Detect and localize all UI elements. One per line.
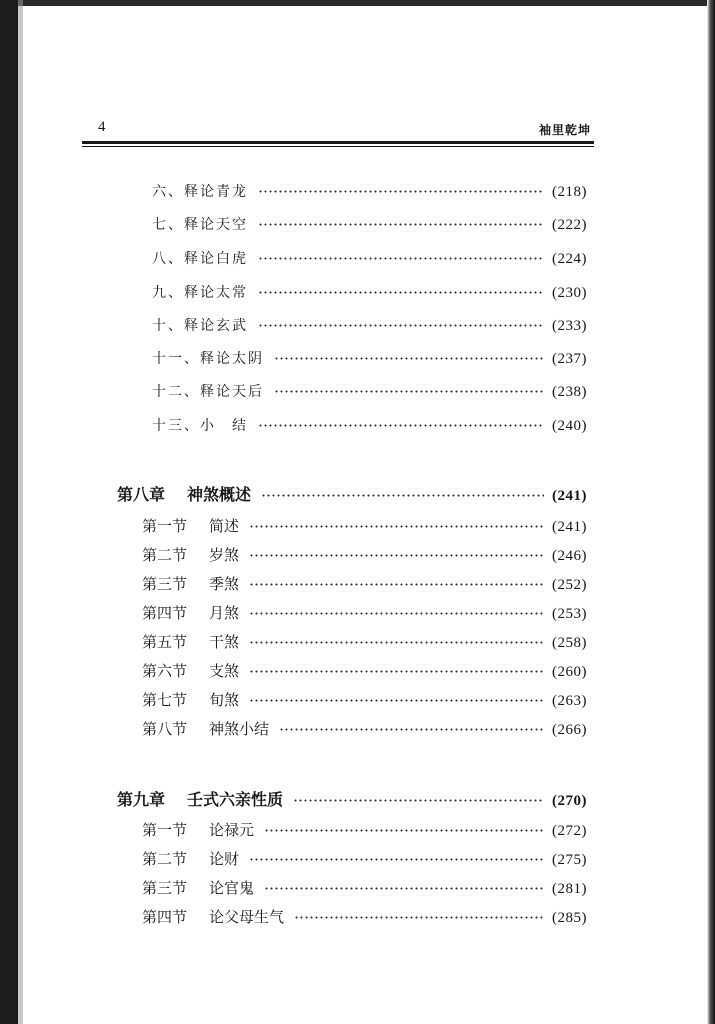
section-title: 干煞 — [209, 633, 240, 651]
header-rule-thin — [82, 146, 594, 147]
dot-leader — [258, 190, 544, 193]
section-number: 第六节 — [142, 662, 188, 680]
dot-leader — [258, 291, 544, 294]
section-number: 第八节 — [142, 720, 188, 738]
section-number: 第一节 — [142, 821, 188, 839]
toc-entry[interactable] — [152, 315, 587, 335]
dot-leader — [249, 612, 544, 615]
toc-section[interactable] — [142, 877, 587, 898]
dot-leader — [249, 641, 544, 644]
toc-entry[interactable] — [152, 282, 587, 302]
toc-entry-label: 十二、释论天后 — [152, 384, 264, 400]
toc-section[interactable] — [142, 906, 587, 927]
scan-edge-left-shadow — [18, 0, 23, 1024]
toc-entry-page: (218) — [552, 184, 587, 200]
section-page: (258) — [552, 635, 587, 651]
dot-leader — [249, 699, 544, 702]
section-number: 第五节 — [142, 633, 188, 651]
toc-entry-label: 十、释论玄武 — [152, 318, 248, 334]
section-page: (281) — [552, 881, 587, 897]
chapter-title: 壬式六亲性质 — [187, 790, 284, 809]
toc-entry[interactable] — [152, 348, 587, 368]
section-title: 论父母生气 — [209, 908, 285, 926]
toc-entry-label: 六、释论青龙 — [152, 184, 248, 200]
section-number: 第二节 — [142, 546, 188, 564]
chapter-title: 神煞概述 — [187, 485, 252, 504]
dot-leader — [258, 424, 544, 427]
toc-section[interactable] — [142, 515, 587, 536]
scan-edge-right — [707, 0, 715, 1024]
section-page: (260) — [552, 664, 587, 680]
toc-entry-page: (233) — [552, 318, 587, 334]
scan-edge-left — [0, 0, 18, 1024]
dot-leader — [258, 223, 544, 226]
dot-leader — [274, 390, 544, 393]
section-title: 旬煞 — [209, 691, 240, 709]
dot-leader — [294, 916, 544, 919]
toc-entry-page: (222) — [552, 217, 587, 233]
section-number: 第一节 — [142, 517, 188, 535]
section-title: 神煞小结 — [209, 720, 270, 738]
chapter-number: 第九章 — [117, 790, 166, 809]
dot-leader — [258, 324, 544, 327]
section-page: (275) — [552, 852, 587, 868]
section-title: 月煞 — [209, 604, 240, 622]
section-number: 第三节 — [142, 575, 188, 593]
section-page: (241) — [552, 519, 587, 535]
toc-entry-label: 八、释论白虎 — [152, 251, 248, 267]
dot-leader — [249, 583, 544, 586]
section-title: 岁煞 — [209, 546, 240, 564]
toc-entry-label: 九、释论太常 — [152, 285, 248, 301]
section-title: 季煞 — [209, 575, 240, 593]
dot-leader — [279, 728, 544, 731]
section-title: 支煞 — [209, 662, 240, 680]
toc-entry[interactable] — [152, 181, 587, 201]
dot-leader — [249, 525, 544, 528]
toc-section[interactable] — [142, 660, 587, 681]
section-number: 第七节 — [142, 691, 188, 709]
toc-entry-page: (237) — [552, 351, 587, 367]
toc-entry-page: (224) — [552, 251, 587, 267]
toc-section[interactable] — [142, 573, 587, 594]
toc-chapter-8[interactable] — [117, 482, 587, 505]
toc-section[interactable] — [142, 544, 587, 565]
dot-leader — [264, 887, 544, 890]
section-number: 第四节 — [142, 604, 188, 622]
scan-edge-top — [0, 0, 715, 6]
section-number: 第四节 — [142, 908, 188, 926]
dot-leader — [261, 494, 544, 497]
dot-leader — [249, 858, 544, 861]
dot-leader — [249, 554, 544, 557]
running-title: 袖里乾坤 — [538, 123, 591, 137]
section-title: 论财 — [209, 850, 240, 868]
toc-entry[interactable] — [152, 415, 587, 435]
toc-entry-label: 十一、释论太阴 — [152, 351, 264, 367]
section-title: 简述 — [209, 517, 240, 535]
toc-entry-page: (230) — [552, 285, 587, 301]
toc-section[interactable] — [142, 848, 587, 869]
toc-entry[interactable] — [152, 214, 587, 234]
section-page: (285) — [552, 910, 587, 926]
chapter-page: (270) — [552, 793, 587, 809]
toc-section[interactable] — [142, 689, 587, 710]
toc-section[interactable] — [142, 631, 587, 652]
chapter-page: (241) — [552, 488, 587, 504]
toc-entry[interactable] — [152, 248, 587, 268]
toc-entry-page: (238) — [552, 384, 587, 400]
toc-section[interactable] — [142, 718, 587, 739]
section-number: 第三节 — [142, 879, 188, 897]
page-number: 4 — [98, 119, 106, 135]
section-page: (263) — [552, 693, 587, 709]
dot-leader — [264, 829, 544, 832]
toc-entry-page: (240) — [552, 418, 587, 434]
dot-leader — [258, 257, 544, 260]
section-title: 论官鬼 — [209, 879, 255, 897]
section-title: 论禄元 — [209, 821, 255, 839]
toc-chapter-9[interactable] — [117, 787, 587, 810]
section-number: 第二节 — [142, 850, 188, 868]
dot-leader — [293, 799, 544, 802]
toc-section[interactable] — [142, 819, 587, 840]
toc-entry[interactable] — [152, 381, 587, 401]
section-page: (272) — [552, 823, 587, 839]
dot-leader — [249, 670, 544, 673]
toc-entry-label: 七、释论天空 — [152, 217, 248, 233]
chapter-number: 第八章 — [117, 485, 166, 504]
section-page: (253) — [552, 606, 587, 622]
dot-leader — [274, 357, 544, 360]
toc-section[interactable] — [142, 602, 587, 623]
section-page: (266) — [552, 722, 587, 738]
toc-entry-label: 十三、小 结 — [152, 418, 248, 434]
section-page: (246) — [552, 548, 587, 564]
section-page: (252) — [552, 577, 587, 593]
header-rule-thick — [82, 141, 594, 144]
